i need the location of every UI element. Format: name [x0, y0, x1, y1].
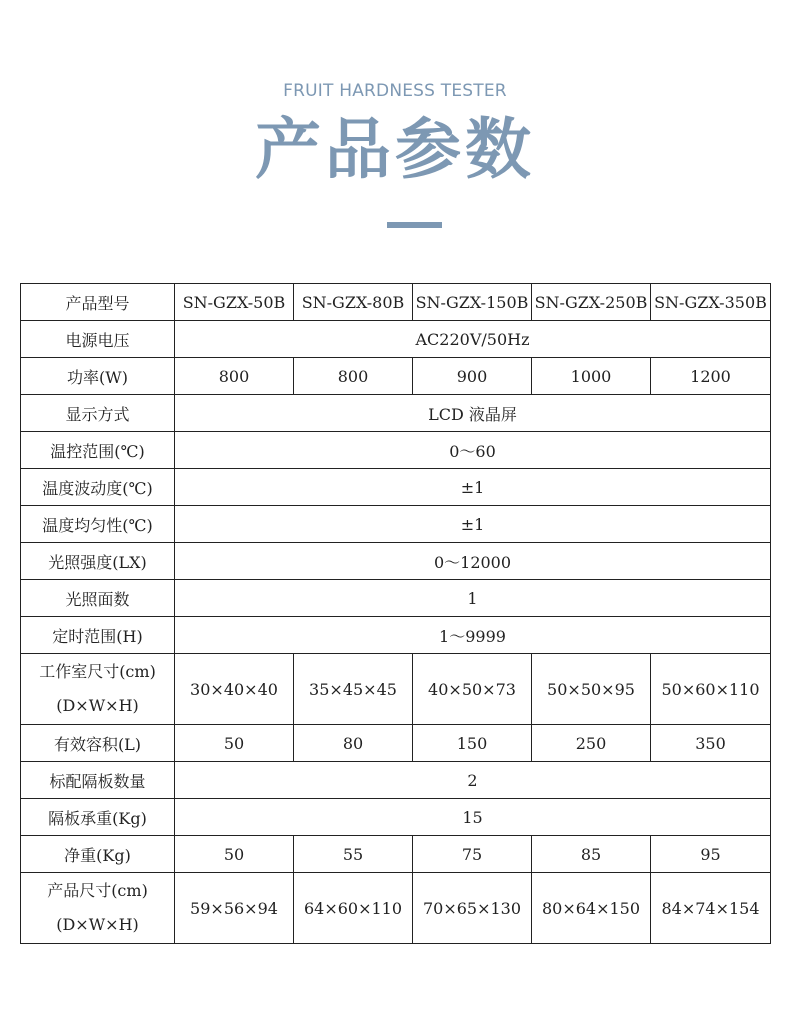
row-label-light-intensity: 光照强度(LX) — [21, 543, 175, 580]
power-cell: 1000 — [532, 358, 651, 395]
net-weight-cell: 55 — [294, 836, 413, 873]
table-row-power — [21, 358, 771, 395]
net-weight-cell: 95 — [651, 836, 771, 873]
chamber-size-cell: 50×60×110 — [651, 654, 771, 725]
net-weight-cell: 50 — [175, 836, 294, 873]
row-label-volume: 有效容积(L) — [21, 725, 175, 762]
table-row-product-size — [21, 873, 771, 944]
product-size-cell: 80×64×150 — [532, 873, 651, 944]
table-row-light-faces — [21, 580, 771, 617]
chamber-size-label-line2: (D×W×H) — [56, 696, 139, 715]
table-row-power-supply — [21, 321, 771, 358]
row-label-shelves: 标配隔板数量 — [21, 762, 175, 799]
row-label-timer-range: 定时范围(H) — [21, 617, 175, 654]
power-cell: 900 — [413, 358, 532, 395]
model-cell: SN-GZX-50B — [175, 284, 294, 321]
row-label-light-faces: 光照面数 — [21, 580, 175, 617]
chamber-size-cell: 40×50×73 — [413, 654, 532, 725]
table-row-temp-range — [21, 432, 771, 469]
page-title: 产品参数 — [255, 111, 535, 188]
row-label-net-weight: 净重(Kg) — [21, 836, 175, 873]
title-divider — [387, 222, 442, 228]
chamber-size-cell: 35×45×45 — [294, 654, 413, 725]
power-cell: 1200 — [651, 358, 771, 395]
net-weight-cell: 75 — [413, 836, 532, 873]
table-row-temp-fluctuation — [21, 469, 771, 506]
temp-range-value: 0～60 — [175, 432, 771, 469]
power-cell: 800 — [175, 358, 294, 395]
model-cell: SN-GZX-150B — [413, 284, 532, 321]
volume-cell: 50 — [175, 725, 294, 762]
volume-cell: 350 — [651, 725, 771, 762]
table-row-timer-range — [21, 617, 771, 654]
power-supply-value: AC220V/50Hz — [175, 321, 771, 358]
product-size-cell: 59×56×94 — [175, 873, 294, 944]
volume-cell: 250 — [532, 725, 651, 762]
table-row-model — [21, 284, 771, 321]
table-row-light-intensity — [21, 543, 771, 580]
row-label-shelf-load: 隔板承重(Kg) — [21, 799, 175, 836]
light-faces-value: 1 — [175, 580, 771, 617]
model-cell: SN-GZX-80B — [294, 284, 413, 321]
table-row-display — [21, 395, 771, 432]
volume-cell: 150 — [413, 725, 532, 762]
product-size-cell: 84×74×154 — [651, 873, 771, 944]
table-row-shelves — [21, 762, 771, 799]
row-label-model: 产品型号 — [21, 284, 175, 321]
table-row-net-weight — [21, 836, 771, 873]
shelf-load-value: 15 — [175, 799, 771, 836]
product-size-cell: 64×60×110 — [294, 873, 413, 944]
table-row-temp-uniformity — [21, 506, 771, 543]
chamber-size-cell: 30×40×40 — [175, 654, 294, 725]
row-label-temp-uniformity: 温度均匀性(℃) — [21, 506, 175, 543]
chamber-size-cell: 50×50×95 — [532, 654, 651, 725]
temp-fluctuation-value: ±1 — [175, 469, 771, 506]
table-row-volume — [21, 725, 771, 762]
product-size-cell: 70×65×130 — [413, 873, 532, 944]
table-row-shelf-load — [21, 799, 771, 836]
light-intensity-value: 0～12000 — [175, 543, 771, 580]
chamber-size-label-line1: 工作室尺寸(cm) — [39, 662, 156, 681]
model-cell: SN-GZX-250B — [532, 284, 651, 321]
product-size-label-line2: (D×W×H) — [56, 915, 139, 934]
product-size-label-line1: 产品尺寸(cm) — [47, 881, 148, 900]
spec-table — [20, 283, 771, 944]
table-row-chamber-size — [21, 654, 771, 725]
volume-cell: 80 — [294, 725, 413, 762]
net-weight-cell: 85 — [532, 836, 651, 873]
row-label-chamber-size — [21, 654, 175, 725]
row-label-display: 显示方式 — [21, 395, 175, 432]
temp-uniformity-value: ±1 — [175, 506, 771, 543]
shelves-value: 2 — [175, 762, 771, 799]
row-label-power-supply: 电源电压 — [21, 321, 175, 358]
page-subtitle: FRUIT HARDNESS TESTER — [283, 81, 507, 101]
row-label-power: 功率(W) — [21, 358, 175, 395]
model-cell: SN-GZX-350B — [651, 284, 771, 321]
row-label-temp-fluctuation: 温度波动度(℃) — [21, 469, 175, 506]
row-label-temp-range: 温控范围(℃) — [21, 432, 175, 469]
display-value: LCD 液晶屏 — [175, 395, 771, 432]
row-label-product-size — [21, 873, 175, 944]
timer-range-value: 1～9999 — [175, 617, 771, 654]
power-cell: 800 — [294, 358, 413, 395]
